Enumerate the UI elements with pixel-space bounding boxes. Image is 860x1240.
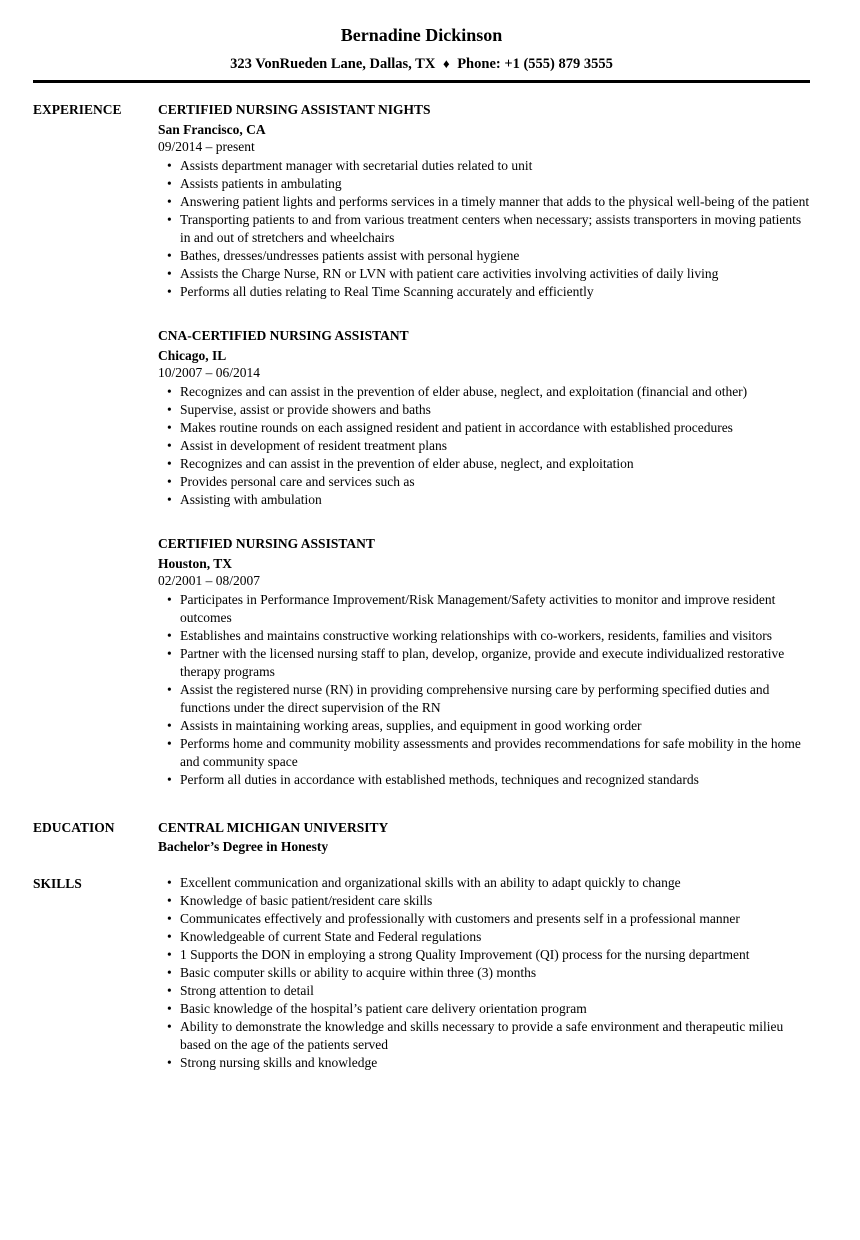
skills-bullet-list xyxy=(158,874,810,1072)
experience-section xyxy=(33,100,810,789)
bullet-item: • Performs home and community mobility assessments and provides recommendations for safe mobility in the home and community space xyxy=(158,735,810,771)
skills-content xyxy=(158,874,810,1072)
bullet-item: • Ability to demonstrate the knowledge and skills necessary to provide a safe environment and therapeutic milieu based on the age of the patients served xyxy=(158,1018,810,1054)
bullet-item: • Recognizes and can assist in the prevention of elder abuse, neglect, and exploitation xyxy=(158,455,810,473)
job-dates: 09/2014 – present xyxy=(158,139,255,154)
bullet-item: • Assists in maintaining working areas, supplies, and equipment in good working order xyxy=(158,717,810,735)
diamond-icon: ♦ xyxy=(442,56,450,71)
bullet-item: • Communicates effectively and professionally with customers and presents self in a professional manner xyxy=(158,910,810,928)
job-bullet-list xyxy=(158,157,810,301)
bullet-item: • Bathes, dresses/undresses patients assist with personal hygiene xyxy=(158,247,810,265)
bullet-item: • Establishes and maintains constructive working relationships with co-workers, residents, families and visitors xyxy=(158,627,810,645)
bullet-item: • Answering patient lights and performs services in a timely manner that adds to the physical well-being of the patient xyxy=(158,193,810,211)
bullet-item: • Participates in Performance Improvement/Risk Management/Safety activities to monitor and improve resident outcomes xyxy=(158,591,810,627)
resume-header xyxy=(33,24,810,83)
bullet-item: • Assists patients in ambulating xyxy=(158,175,810,193)
section-label-skills: SKILLS xyxy=(33,876,82,891)
bullet-item: • Basic knowledge of the hospital’s patient care delivery orientation program xyxy=(158,1000,810,1018)
job-title: CERTIFIED NURSING ASSISTANT NIGHTS xyxy=(158,102,431,117)
bullet-item: • Supervise, assist or provide showers and baths xyxy=(158,401,810,419)
bullet-item: • Assisting with ambulation xyxy=(158,491,810,509)
phone-text: Phone: +1 (555) 879 3555 xyxy=(457,56,613,72)
bullet-item: • Excellent communication and organizational skills with an ability to adapt quickly to change xyxy=(158,874,810,892)
bullet-item: • Perform all duties in accordance with established methods, techniques and recognized standards xyxy=(158,771,810,789)
school-name: CENTRAL MICHIGAN UNIVERSITY xyxy=(158,820,389,835)
bullet-item: • Assist in development of resident treatment plans xyxy=(158,437,810,455)
bullet-item: • Knowledge of basic patient/resident care skills xyxy=(158,892,810,910)
job-entry xyxy=(158,534,810,789)
bullet-item: • 1 Supports the DON in employing a strong Quality Improvement (QI) process for the nursing department xyxy=(158,946,810,964)
bullet-item: • Performs all duties relating to Real Time Scanning accurately and efficiently xyxy=(158,283,810,301)
bullet-item: • Assists the Charge Nurse, RN or LVN with patient care activities involving activities of daily living xyxy=(158,265,810,283)
person-name: Bernadine Dickinson xyxy=(340,25,503,45)
section-label-experience: EXPERIENCE xyxy=(33,102,122,117)
bullet-item: • Basic computer skills or ability to acquire within three (3) months xyxy=(158,964,810,982)
section-label-education: EDUCATION xyxy=(33,820,115,835)
contact-line xyxy=(33,55,810,73)
education-content xyxy=(158,818,810,857)
job-location: San Francisco, CA xyxy=(158,122,266,137)
address-text: 323 VonRueden Lane, Dallas, TX xyxy=(230,56,436,72)
bullet-item: • Provides personal care and services such as xyxy=(158,473,810,491)
skills-section xyxy=(33,874,810,1072)
job-location: Chicago, IL xyxy=(158,348,227,363)
bullet-item: • Makes routine rounds on each assigned resident and patient in accordance with established procedures xyxy=(158,419,810,437)
job-entry xyxy=(158,326,810,509)
degree-name: Bachelor’s Degree in Honesty xyxy=(158,839,329,854)
job-location: Houston, TX xyxy=(158,556,233,571)
job-title: CNA-CERTIFIED NURSING ASSISTANT xyxy=(158,328,409,343)
header-rule xyxy=(33,80,810,83)
bullet-item: • Knowledgeable of current State and Federal regulations xyxy=(158,928,810,946)
bullet-item: • Recognizes and can assist in the prevention of elder abuse, neglect, and exploitation (financial and other) xyxy=(158,383,810,401)
bullet-item: • Strong nursing skills and knowledge xyxy=(158,1054,810,1072)
job-entry xyxy=(158,100,810,301)
bullet-item: • Assist the registered nurse (RN) in providing comprehensive nursing care by performing specified duties and functions under the direct supervision of the RN xyxy=(158,681,810,717)
experience-content xyxy=(158,100,810,789)
bullet-item: • Strong attention to detail xyxy=(158,982,810,1000)
job-dates: 10/2007 – 06/2014 xyxy=(158,365,261,380)
job-bullet-list xyxy=(158,591,810,789)
job-bullet-list xyxy=(158,383,810,509)
bullet-item: • Partner with the licensed nursing staff to plan, develop, organize, provide and execute individualized restorative therapy programs xyxy=(158,645,810,681)
education-section xyxy=(33,818,810,857)
job-dates: 02/2001 – 08/2007 xyxy=(158,573,261,588)
bullet-item: • Transporting patients to and from various treatment centers when necessary; assists transporters in moving patients in and out of stretchers and wheelchairs xyxy=(158,211,810,247)
bullet-item: • Assists department manager with secretarial duties related to unit xyxy=(158,157,810,175)
job-title: CERTIFIED NURSING ASSISTANT xyxy=(158,536,375,551)
